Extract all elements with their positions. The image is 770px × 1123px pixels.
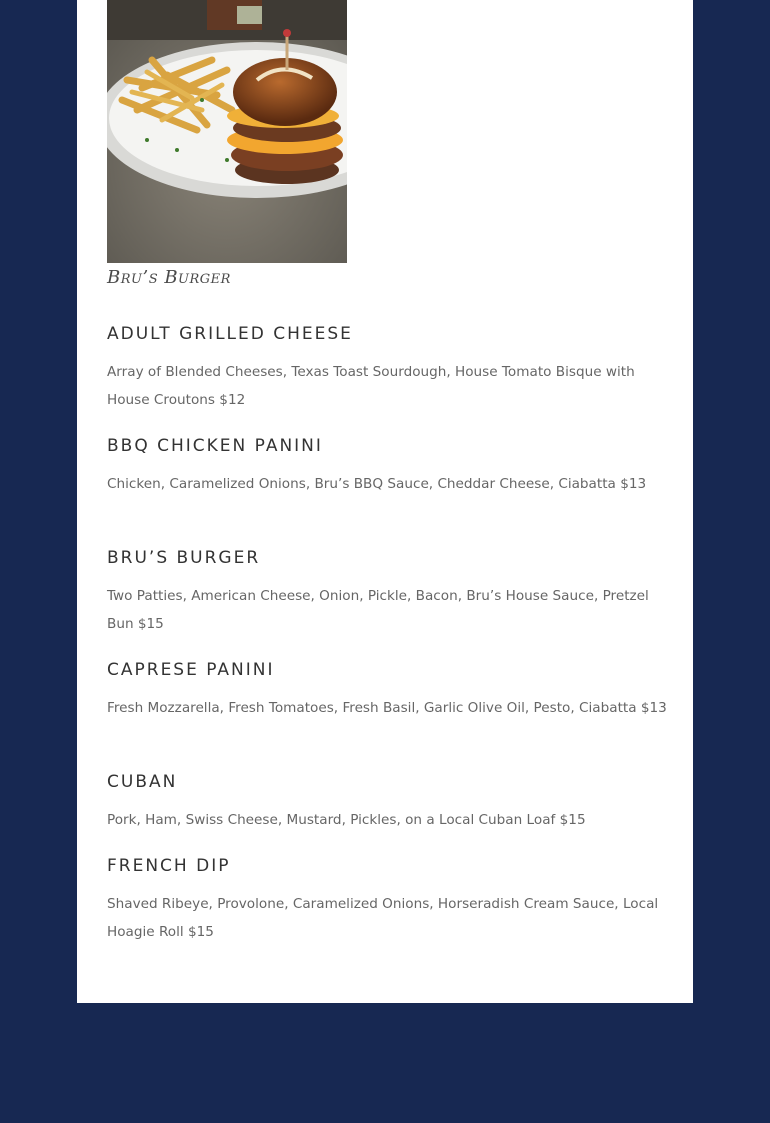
menu-item-name: BBQ CHICKEN PANINI [107,436,323,456]
menu-item-cuban [107,771,667,834]
menu-item-description: Two Patties, American Cheese, Onion, Pickle, Bacon, Bru’s House Sauce, Pretzel Bun $15 [107,588,649,632]
menu-item-french-dip [107,855,667,946]
menu-item-caprese-panini [107,659,667,722]
menu-item-adult-grilled-cheese [107,323,667,414]
menu-card [77,0,693,1003]
burger-photo-illustration [107,0,347,263]
menu-item-description: Fresh Mozzarella, Fresh Tomatoes, Fresh Basil, Garlic Olive Oil, Pesto, Ciabatta $13 [107,700,667,716]
menu-item-bbq-chicken-panini [107,435,667,498]
menu-item-description: Array of Blended Cheeses, Texas Toast Sourdough, House Tomato Bisque with House Croutons $12 [107,364,635,408]
menu-item-name: CUBAN [107,772,178,792]
menu-item-description: Chicken, Caramelized Onions, Bru’s BBQ Sauce, Cheddar Cheese, Ciabatta $13 [107,476,647,492]
menu-item-brus-burger [107,547,667,638]
burger-photo [107,0,347,263]
menu-item-name: BRU’S BURGER [107,548,261,568]
photo-caption: Bru’s Burger [107,267,231,288]
menu-item-description: Pork, Ham, Swiss Cheese, Mustard, Pickles, on a Local Cuban Loaf $15 [107,812,586,828]
menu-item-name: CAPRESE PANINI [107,660,275,680]
menu-item-name: FRENCH DIP [107,856,231,876]
menu-item-description: Shaved Ribeye, Provolone, Caramelized Onions, Horseradish Cream Sauce, Local Hoagie Roll $15 [107,896,659,940]
menu-item-name: ADULT GRILLED CHEESE [107,324,353,344]
